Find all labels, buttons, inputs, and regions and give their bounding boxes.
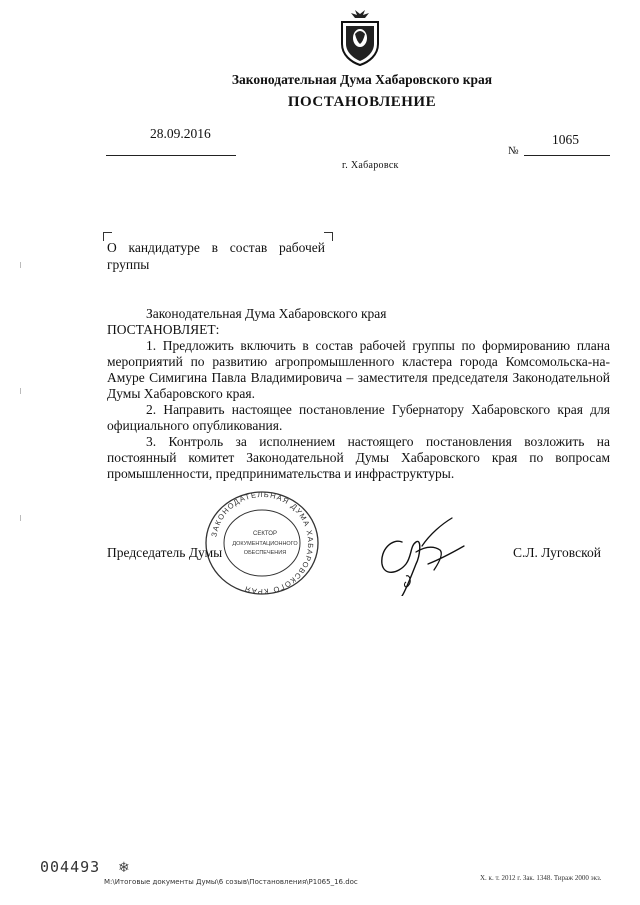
stamp-center-line-3: ОБЕСПЕЧЕНИЯ (243, 550, 287, 556)
subject-word: рабочей (278, 240, 325, 255)
margin-tick (20, 515, 21, 521)
date-underline (106, 155, 236, 156)
coat-of-arms-icon (338, 10, 382, 66)
subject-word: в (211, 240, 218, 255)
subject-line-1 (107, 239, 325, 256)
stamp-center-line-2: ДОКУМЕНТАЦИОННОГО (232, 541, 298, 547)
item-3: 3. Контроль за исполнением настоящего постановления возложить на постоянный комитет Законодательной Думы Хабаровского края по вопросам промышленности, предпринимательства и инфраструктуры. (107, 434, 610, 481)
handwritten-signature (372, 516, 468, 596)
stamp-center-line-1: СЕКТОР (253, 531, 277, 537)
item-1: 1. Предложить включить в состав рабочей группы по формированию плана мероприятий по развитию агропромышленного кластера города Комсомольска-на-Амуре Симигина Павла Владимировича – заместителя председателя Законодательной Думы Хабаровского края. (107, 338, 610, 401)
subject-corner-right (324, 232, 333, 241)
register-number: 004493 (40, 858, 101, 876)
signatory-name: С.Л. Луговской (513, 545, 601, 560)
organization-title: Законодательная Дума Хабаровского края (231, 72, 493, 87)
document-date: 28.09.2016 (150, 126, 211, 141)
subject-line-2: группы (107, 257, 150, 272)
subject-word: кандидатуре (128, 240, 200, 255)
resolves-heading: ПОСТАНОВЛЯЕТ: (107, 322, 220, 337)
document-type: ПОСТАНОВЛЕНИЕ (287, 94, 437, 110)
intro-paragraph: Законодательная Дума Хабаровского края (146, 306, 387, 321)
item-2: 2. Направить настоящее постановление Губернатору Хабаровского края для официального опубликования. (107, 402, 610, 433)
signatory-title: Председатель Думы (107, 545, 223, 560)
city: г. Хабаровск (342, 160, 399, 171)
subject-block (107, 239, 325, 273)
file-path: M:\Итоговые документы Думы\6 созыв\Постановления\P1065_16.doc (104, 878, 358, 886)
stamp-ring-text: ЗАКОНОДАТЕЛЬНАЯ ДУМА ХАБАРОВСКОГО КРАЯ (209, 489, 316, 597)
official-stamp (203, 489, 321, 597)
margin-tick (20, 262, 21, 268)
subject-word: состав (229, 240, 268, 255)
margin-tick (20, 388, 21, 394)
snowflake-icon: ❄ (118, 861, 130, 876)
document-number: 1065 (552, 132, 579, 147)
number-underline (524, 155, 610, 156)
print-info: Х. к. т. 2012 г. Зак. 1348. Тираж 2000 экз. (480, 874, 602, 882)
subject-word: О (107, 240, 117, 255)
resolution-body (107, 306, 610, 482)
number-sign: № (508, 145, 519, 157)
